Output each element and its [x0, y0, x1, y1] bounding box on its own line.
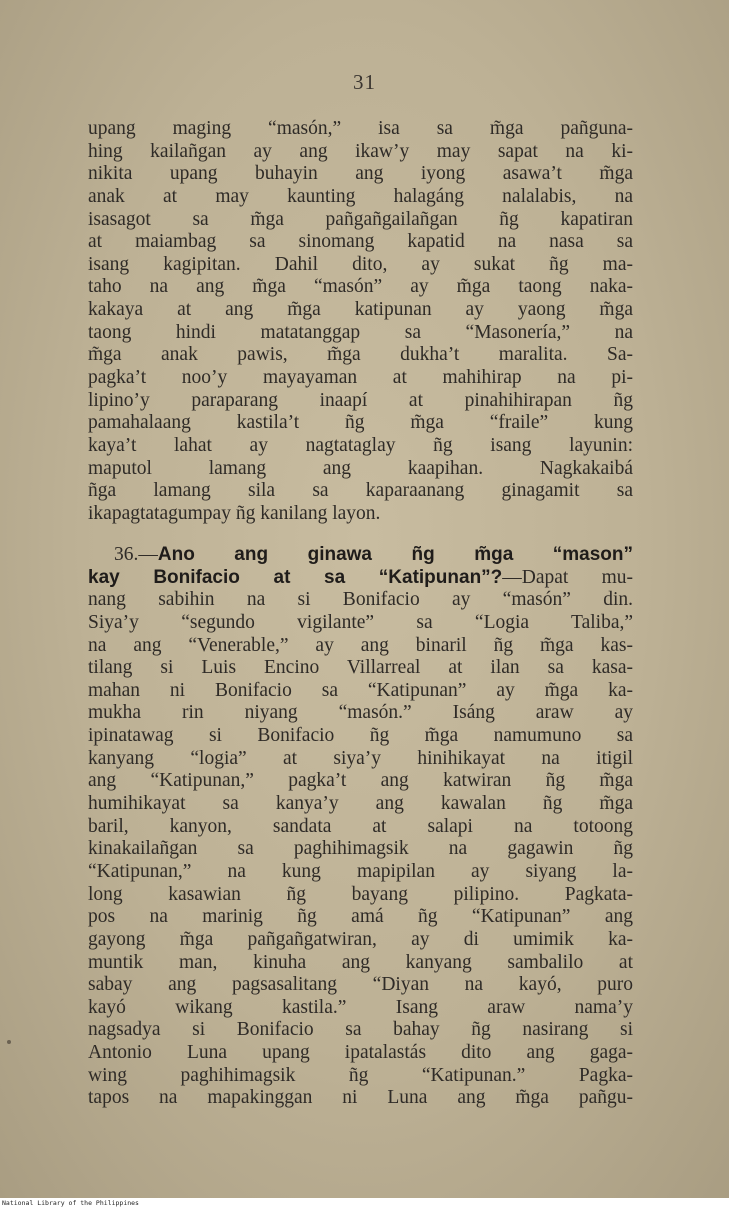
text-line: kanyang “logia” at siya’y hinihikayat na itigil — [88, 747, 633, 769]
text-line: long kasawian ñg bayang pilipino. Pagkata- — [88, 883, 633, 905]
text-line: upang maging “masón,” isa sa m̃ga pañguna- — [88, 118, 633, 139]
text-line: wing paghihimagsik ñg “Katipunan.” Pagka- — [88, 1064, 633, 1086]
paragraph-2 — [88, 544, 633, 1110]
text-line: muntik man, kinuha ang kanyang sambalilo at — [88, 951, 633, 973]
text-line: humihikayat sa kanya’y ang kawalan ñg m̃ga — [88, 793, 633, 815]
margin-mark — [7, 1040, 11, 1044]
text-line: sabay ang pagsasalitang “Diyan na kayó, puro — [88, 974, 633, 996]
text-line: maputol lamang ang kaapihan. Nagkakaibá — [88, 457, 633, 479]
text-line: ipinatawag si Bonifacio ñg m̃ga namumuno sa — [88, 725, 633, 747]
text-line: taho na ang m̃ga “masón” ay m̃ga taong naka- — [88, 276, 633, 298]
text-line: pos na marinig ñg amá ñg “Katipunan” ang — [88, 906, 633, 928]
paragraph-2-heading-line-2 — [88, 567, 633, 590]
text-line: kakaya at ang m̃ga katipunan ay yaong m̃ga — [88, 299, 633, 321]
text-line: isasagot sa m̃ga pañgañgailañgan ñg kapatiran — [88, 208, 633, 230]
text-line: hing kailañgan ay ang ikaw’y may sapat na ki- — [88, 140, 633, 162]
text-line: mahan ni Bonifacio sa “Katipunan” ay m̃ga ka- — [88, 679, 633, 701]
paragraph-2-heading-line-1 — [88, 544, 633, 567]
text-line: nang sabihin na si Bonifacio ay “masón” din. — [88, 589, 633, 611]
text-line: m̃ga anak pawis, m̃ga dukha’t maralita. Sa- — [88, 344, 633, 366]
text-line: Antonio Luna upang ipatalastás dito ang gaga- — [88, 1042, 633, 1064]
text-line: tilang si Luis Encino Villarreal at ilan sa kasa- — [88, 657, 633, 679]
paragraph-1 — [88, 118, 633, 526]
text-line: anak at may kaunting halagáng nalalabis, na — [88, 185, 633, 207]
question-heading-part-1: Ano ang ginawa ñg m̃ga “mason” — [157, 544, 633, 565]
text-line: nagsadya si Bonifacio sa bahay ñg nasirang si — [88, 1019, 633, 1041]
text-line: lipino’y paraparang inaapí at pinahihirapan ñg — [88, 389, 633, 411]
page-number: 31 — [353, 70, 376, 94]
text-line: baril, kanyon, sandata at salapi na totoong — [88, 815, 633, 837]
text-line: pagka’t noo’y mayayaman at mahihirap na pi- — [88, 367, 633, 389]
text-line: ñga lamang sila sa kaparaanang ginagamit sa — [88, 480, 633, 502]
text-line: gayong m̃ga pañgañgatwiran, ay di umimik ka- — [88, 928, 633, 950]
text-line: isang kagipitan. Dahil dito, ay sukat ñg ma- — [88, 253, 633, 275]
library-credit: National Library of the Philippines — [2, 1199, 139, 1207]
text-line: taong hindi matatanggap sa “Masonería,” na — [88, 321, 633, 343]
question-number: 36.— — [114, 544, 158, 565]
text-line: nikita upang buhayin ang iyong asawa’t m̃ga — [88, 163, 633, 185]
text-line: at maiambag sa sinomang kapatid na nasa sa — [88, 231, 633, 253]
text-line: Siya’y “segundo vigilante” sa “Logia Taliba,” — [88, 611, 633, 633]
text-line: ikapagtatagumpay ñg kanilang layon. — [88, 502, 381, 524]
question-heading-part-2: kay Bonifacio at sa “Katipunan”? — [88, 566, 503, 588]
text-line: tapos na mapakinggan ni Luna ang m̃ga pañgu- — [88, 1087, 633, 1109]
answer-start: —Dapat mu- — [502, 566, 633, 588]
text-line: ang “Katipunan,” pagka’t ang katwiran ñg m̃ga — [88, 770, 633, 792]
text-line: kinakailañgan sa paghihimagsik na gagawin ñg — [88, 838, 633, 860]
text-line: kaya’t lahat ay nagtataglay ñg isang layunin: — [88, 434, 633, 456]
text-line: kayó wikang kastila.” Isang araw nama’y — [88, 996, 633, 1018]
text-line: mukha rin niyang “masón.” Isáng araw ay — [88, 702, 633, 724]
text-line: “Katipunan,” na kung mapipilan ay siyang la- — [88, 860, 633, 882]
text-line: na ang “Venerable,” ay ang binaril ñg m̃ga kas- — [88, 634, 633, 656]
text-line: pamahalaang kastila’t ñg m̃ga “fraile” kung — [88, 412, 633, 434]
